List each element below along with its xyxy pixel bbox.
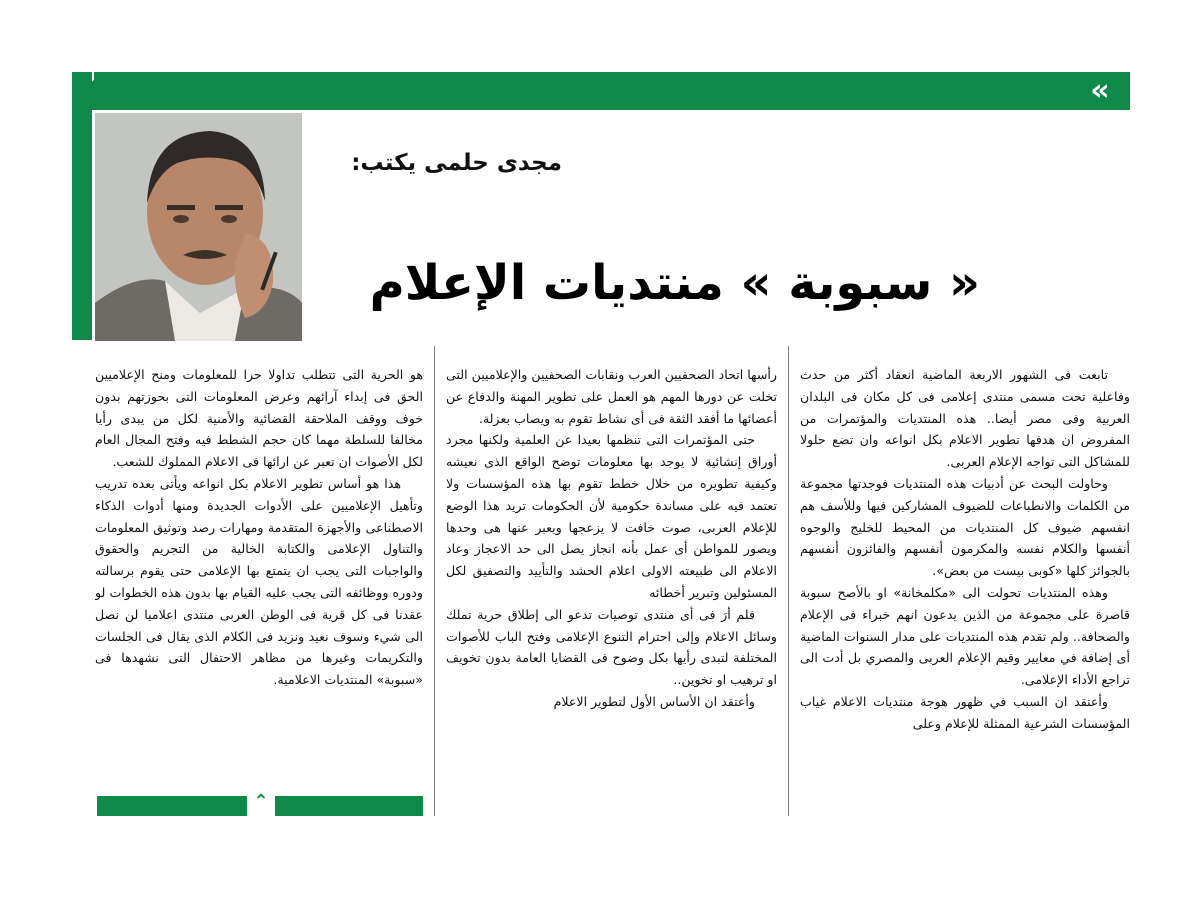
column-divider: [788, 346, 789, 816]
top-accent-bar: [72, 72, 1130, 110]
left-accent-rule: [72, 72, 92, 340]
author-photo: [95, 113, 302, 341]
article-headline: « سبوبة » منتديات الإعلام: [369, 255, 980, 311]
paragraph: هذا هو أساس تطوير الاعلام بكل انواعه ويأتى بعده تدريب وتأهيل الإعلاميين على الأدوات الجديدة ومنها أدوات الذكاء الاصطناعى والأجهزة المتقدمة ومهارات رصد وتوثيق المعلومات والتناول الإعلامى والكتابة الخالية من التجريم والحقوق والواجبات التى يجب ان يتمتع بها الإعلامى حتى يقوم برسالته ودوره ووظائفه التى يجب عليه القيام بها بدون هذه الخطوات لو عقدنا فى كل قرية فى الوطن العربى منتدى اعلاميا لن نصل الى شيء وسوف نعيد ونزيد فى الكلام الذى يقال فى الجلسات والتكريمات وغيرها من مظاهر الاحتفال التى نشهدها فى «سبوبة» المنتديات الاعلامية.: [95, 475, 423, 688]
article-column-1: [800, 364, 1130, 824]
paragraph: وحاولت البحث عن أدبيات هذه المنتديات فوجدتها مجموعة من الكلمات والانطباعات للضيوف المشاركين فيها وللأسف هم انفسهم ضيوف كل المنتديات من المحيط للخليج والوجوه أنفسها والكلام نفسه والمكرمون أنفسهم والفائزون أنفسهم بالجوائز كلها «كوبى بيست من بعض».: [800, 475, 1130, 579]
chevron-up-end-mark-icon: ⌃: [247, 788, 275, 816]
double-chevron-left-icon: «: [1090, 73, 1110, 108]
author-portrait-image: [95, 113, 302, 341]
paragraph: هو الحرية التى تتطلب تداولا حرا للمعلومات ومنح الإعلاميين الحق فى إبداء آرائهم وعرض المعلومات التى بحوزتهم بدون خوف ووقف الملاحقة القضائية والأمنية لكل من يبدى رأيا مخالفا للسلطة مهما كان حجم الشطط فيه وفتح المجال العام لكل الأصوات ان تعبر عن ارائها فى الاعلام المملوك للشعب.: [95, 367, 423, 470]
paragraph: تابعت فى الشهور الاربعة الماضية انعقاد أكثر من حدث وفاعلية تحت مسمى منتدى إعلامى فى كل مكان فى البلدان العربية وفى مصر أيضا.. هذه المنتديات والمؤتمرات من المفروض ان هدفها تطوير الاعلام بكل انواعه وان تضع حلولا للمشاكل التى تواجه الإعلام العربى.: [800, 367, 1130, 470]
paragraph: وأعتقد ان الأساس الأول لتطوير الاعلام: [553, 693, 755, 709]
paragraph: فلم أرَ فى أى منتدى توصيات تدعو الى إطلاق حرية تملك وسائل الاعلام وإلى احترام التنوع الإعلامى وفتح الباب للأصوات المختلفة لتبدى رأيها بكل وضوح فى القضايا العامة بدون تخويف او ترهيب او تخوين..: [446, 606, 777, 688]
paragraph: حتى المؤتمرات التى تنظمها بعيدا عن العلمية ولكنها مجرد أوراق إنشائية لا يوجد بها معلومات توضح الواقع الذى نعيشه وكيفية تطويره من خلال خطط تقوم بها هذه المؤسسات ولا تعتمد فيه على مساندة حكومية لأن الحكومات تريد هذا الوضع للإعلام العربى، صوت خافت لا يزعجها ويعبر عنها هى وحدها ويصور للمواطن أى عمل بأنه انجاز يصل الى حد الاعجاز وعاد الاعلام الى طبيعته الاولى اعلام الحشد والتأييد والتصفيق لكل المسئولين وتبرير أخطائه: [446, 432, 777, 600]
article-column-3: [95, 364, 423, 796]
paragraph: وأعتقد ان السبب في ظهور هوجة منتديات الاعلام غياب المؤسسات الشرعية الممثلة للإعلام وعلى: [800, 693, 1130, 731]
paragraph: رأسها اتحاد الصحفيين العرب ونقابات الصحفيين والإعلاميين التى تخلت عن دورها المهم هو العمل على تطوير المهنة والدفاع عن أعضائها ما أفقد الثقة فى أى نشاط تقوم به ويصاب بعزلة.: [446, 367, 777, 426]
column-divider: [434, 346, 435, 816]
article-column-2: [446, 364, 777, 824]
bottom-accent-bar: [97, 791, 423, 816]
author-byline: مجدى حلمى يكتب:: [351, 150, 562, 176]
paragraph: وهذه المنتديات تحولت الى «مكلمخانة» او بالأصح سبوبة قاصرة على مجموعة من الذين يدعون انهم خبراء فى الإعلام والصحافة.. ولم تقدم هذه المنتديات على مدار السنوات الماضية أى إضافة في معايير وقيم الإعلام العربى والمصري بل أدت الى تراجع الأداء الإعلامى.: [800, 584, 1130, 688]
